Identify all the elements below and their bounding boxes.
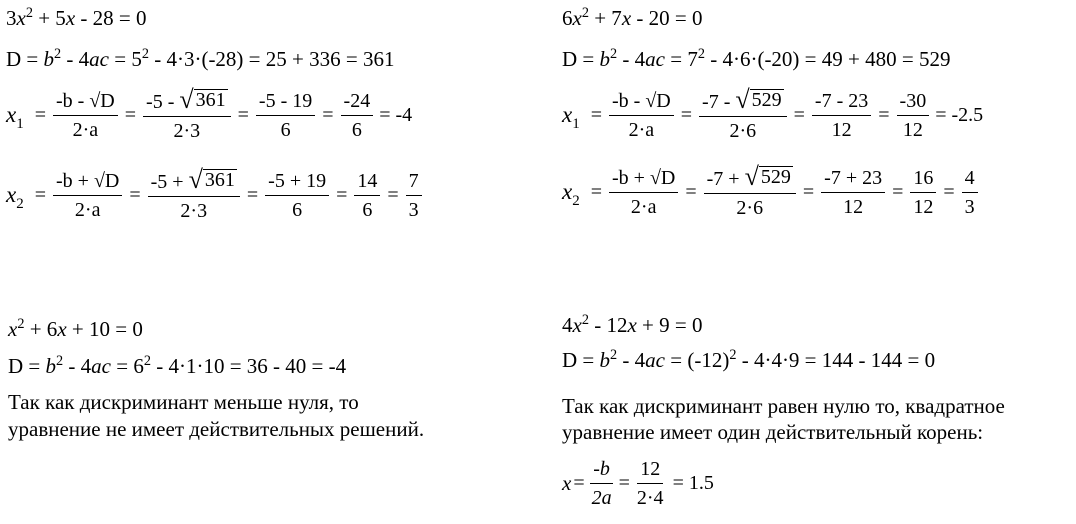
equation-1: $3x^2 + 5x - 28 = 0$ bbox=[6, 5, 147, 30]
fraction: $\frac{-b + √D}{2\cdot a}$ bbox=[609, 167, 678, 218]
conclusion-line-1: Так как дискриминант меньше нуля, то bbox=[8, 390, 359, 414]
conclusion-line-2: уравнение не имеет действительных решений. bbox=[8, 417, 425, 441]
equation-3: $x^2 + 6x + 10 = 0$ bbox=[8, 316, 143, 341]
discriminant-1: $D = b^2 - 4ac = 5^2 - 4\cdot 3\cdot(-28) = 25 + 336 = 361$ bbox=[6, 46, 395, 71]
root-x2-row: x 2 = $\frac{-b + √D}{2\cdot a}$ = -5 + √ 361 2·3 = $\frac{-5 + 19}{6}$ = $\frac{14}{6}$ = $\frac{7}{3}$ bbox=[6, 168, 424, 222]
result-value: = -4 bbox=[379, 103, 413, 126]
equation-2: $6x^2 + 7x - 20 = 0$ bbox=[562, 5, 703, 30]
x2-label: x 2 bbox=[562, 179, 580, 209]
square-root: √ 361 bbox=[188, 165, 235, 194]
root-x1-row: x 1 = $\frac{-b - √D}{2\cdot a}$ = -5 - √ 361 2·3 = $\frac{-5 - 19}{6}$ = $\frac{-24}{6}$ = -4 bbox=[6, 85, 413, 142]
result-value: = -2.5 bbox=[935, 103, 984, 126]
fraction: $\frac{-5 - 19}{6}$ bbox=[256, 90, 315, 141]
panel-example-1 bbox=[6, 0, 526, 240]
fraction-radical: -5 - √ 361 2·3 bbox=[143, 88, 231, 142]
conclusion-line-1: Так как дискриминант равен нулю то, квадратное bbox=[562, 394, 1005, 418]
fraction: $\frac{4}{3}$ bbox=[962, 167, 978, 218]
fraction: $\frac{-5 + 19}{6}$ bbox=[265, 170, 329, 221]
fraction: $\frac{12}{2\cdot 4}$ bbox=[636, 458, 664, 509]
fraction: $\frac{14}{6}$ bbox=[354, 170, 380, 221]
square-root: √ 529 bbox=[735, 85, 782, 114]
panel-example-2 bbox=[562, 0, 1072, 240]
x1-label: x 1 bbox=[562, 102, 580, 132]
root-x2-row: x 2 = $\frac{-b + √D}{2\cdot a}$ = -7 + √ 529 2·6 = $\frac{-7 + 23}{12}$ = $\frac{16}{12}$ = $\frac{4}{3}$ bbox=[562, 165, 980, 219]
panel-example-4 bbox=[562, 300, 1072, 520]
equation-4: $4x^2 - 12x + 9 = 0$ bbox=[562, 312, 703, 337]
fraction-radical: -7 + √ 529 2·6 bbox=[704, 165, 796, 219]
fraction: $\frac{-b - √D}{2\cdot a}$ bbox=[609, 90, 674, 141]
fraction: $\frac{-7 - 23}{12}$ bbox=[812, 90, 871, 141]
discriminant-2: $D = b^2 - 4ac = 7^2 - 4\cdot 6\cdot(-20) = 49 + 480 = 529$ bbox=[562, 46, 951, 71]
fraction: $\frac{7}{3}$ bbox=[406, 170, 422, 221]
fraction: $\frac{-7 + 23}{12}$ bbox=[821, 167, 885, 218]
fraction-radical: -7 - √ 529 2·6 bbox=[699, 88, 787, 142]
discriminant-4: $D = b^2 - 4ac = (-12)^2 - 4\cdot 4\cdot 9 = 144 - 144 = 0$ bbox=[562, 347, 936, 372]
fraction: $\frac{-30}{12}$ bbox=[897, 90, 930, 141]
panel-example-3 bbox=[8, 300, 528, 460]
single-root-row: x = $\frac{-b}{2a}$ = $\frac{12}{2\cdot 4}$ = 1.5 bbox=[562, 458, 714, 509]
fraction: $\frac{-24}{6}$ bbox=[341, 90, 374, 141]
square-root: √ 361 bbox=[179, 85, 226, 114]
fraction: $\frac{-b + √D}{2\cdot a}$ bbox=[53, 170, 122, 221]
fraction-radical: -5 + √ 361 2·3 bbox=[148, 168, 240, 222]
root-x1-row: x 1 = $\frac{-b - √D}{2\cdot a}$ = -7 - √ 529 2·6 = $\frac{-7 - 23}{12}$ = $\frac{-30}{12}$ = -2.5 bbox=[562, 85, 984, 142]
conclusion-line-2: уравнение имеет один действительный корень: bbox=[562, 420, 984, 444]
x1-label: x 1 bbox=[6, 102, 24, 132]
fraction: $\frac{16}{12}$ bbox=[910, 167, 936, 218]
fraction: $\frac{-b}{2a}$ bbox=[591, 458, 612, 509]
fraction: $\frac{-b - √D}{2\cdot a}$ bbox=[53, 90, 118, 141]
x2-label: x 2 bbox=[6, 182, 24, 212]
x-label: x bbox=[562, 471, 572, 495]
square-root: √ 529 bbox=[744, 162, 791, 191]
result-value: = 1.5 bbox=[672, 472, 714, 494]
discriminant-3: $D = b^2 - 4ac = 6^2 - 4\cdot 1\cdot 10 = 36 - 40 = -4$ bbox=[8, 353, 347, 378]
